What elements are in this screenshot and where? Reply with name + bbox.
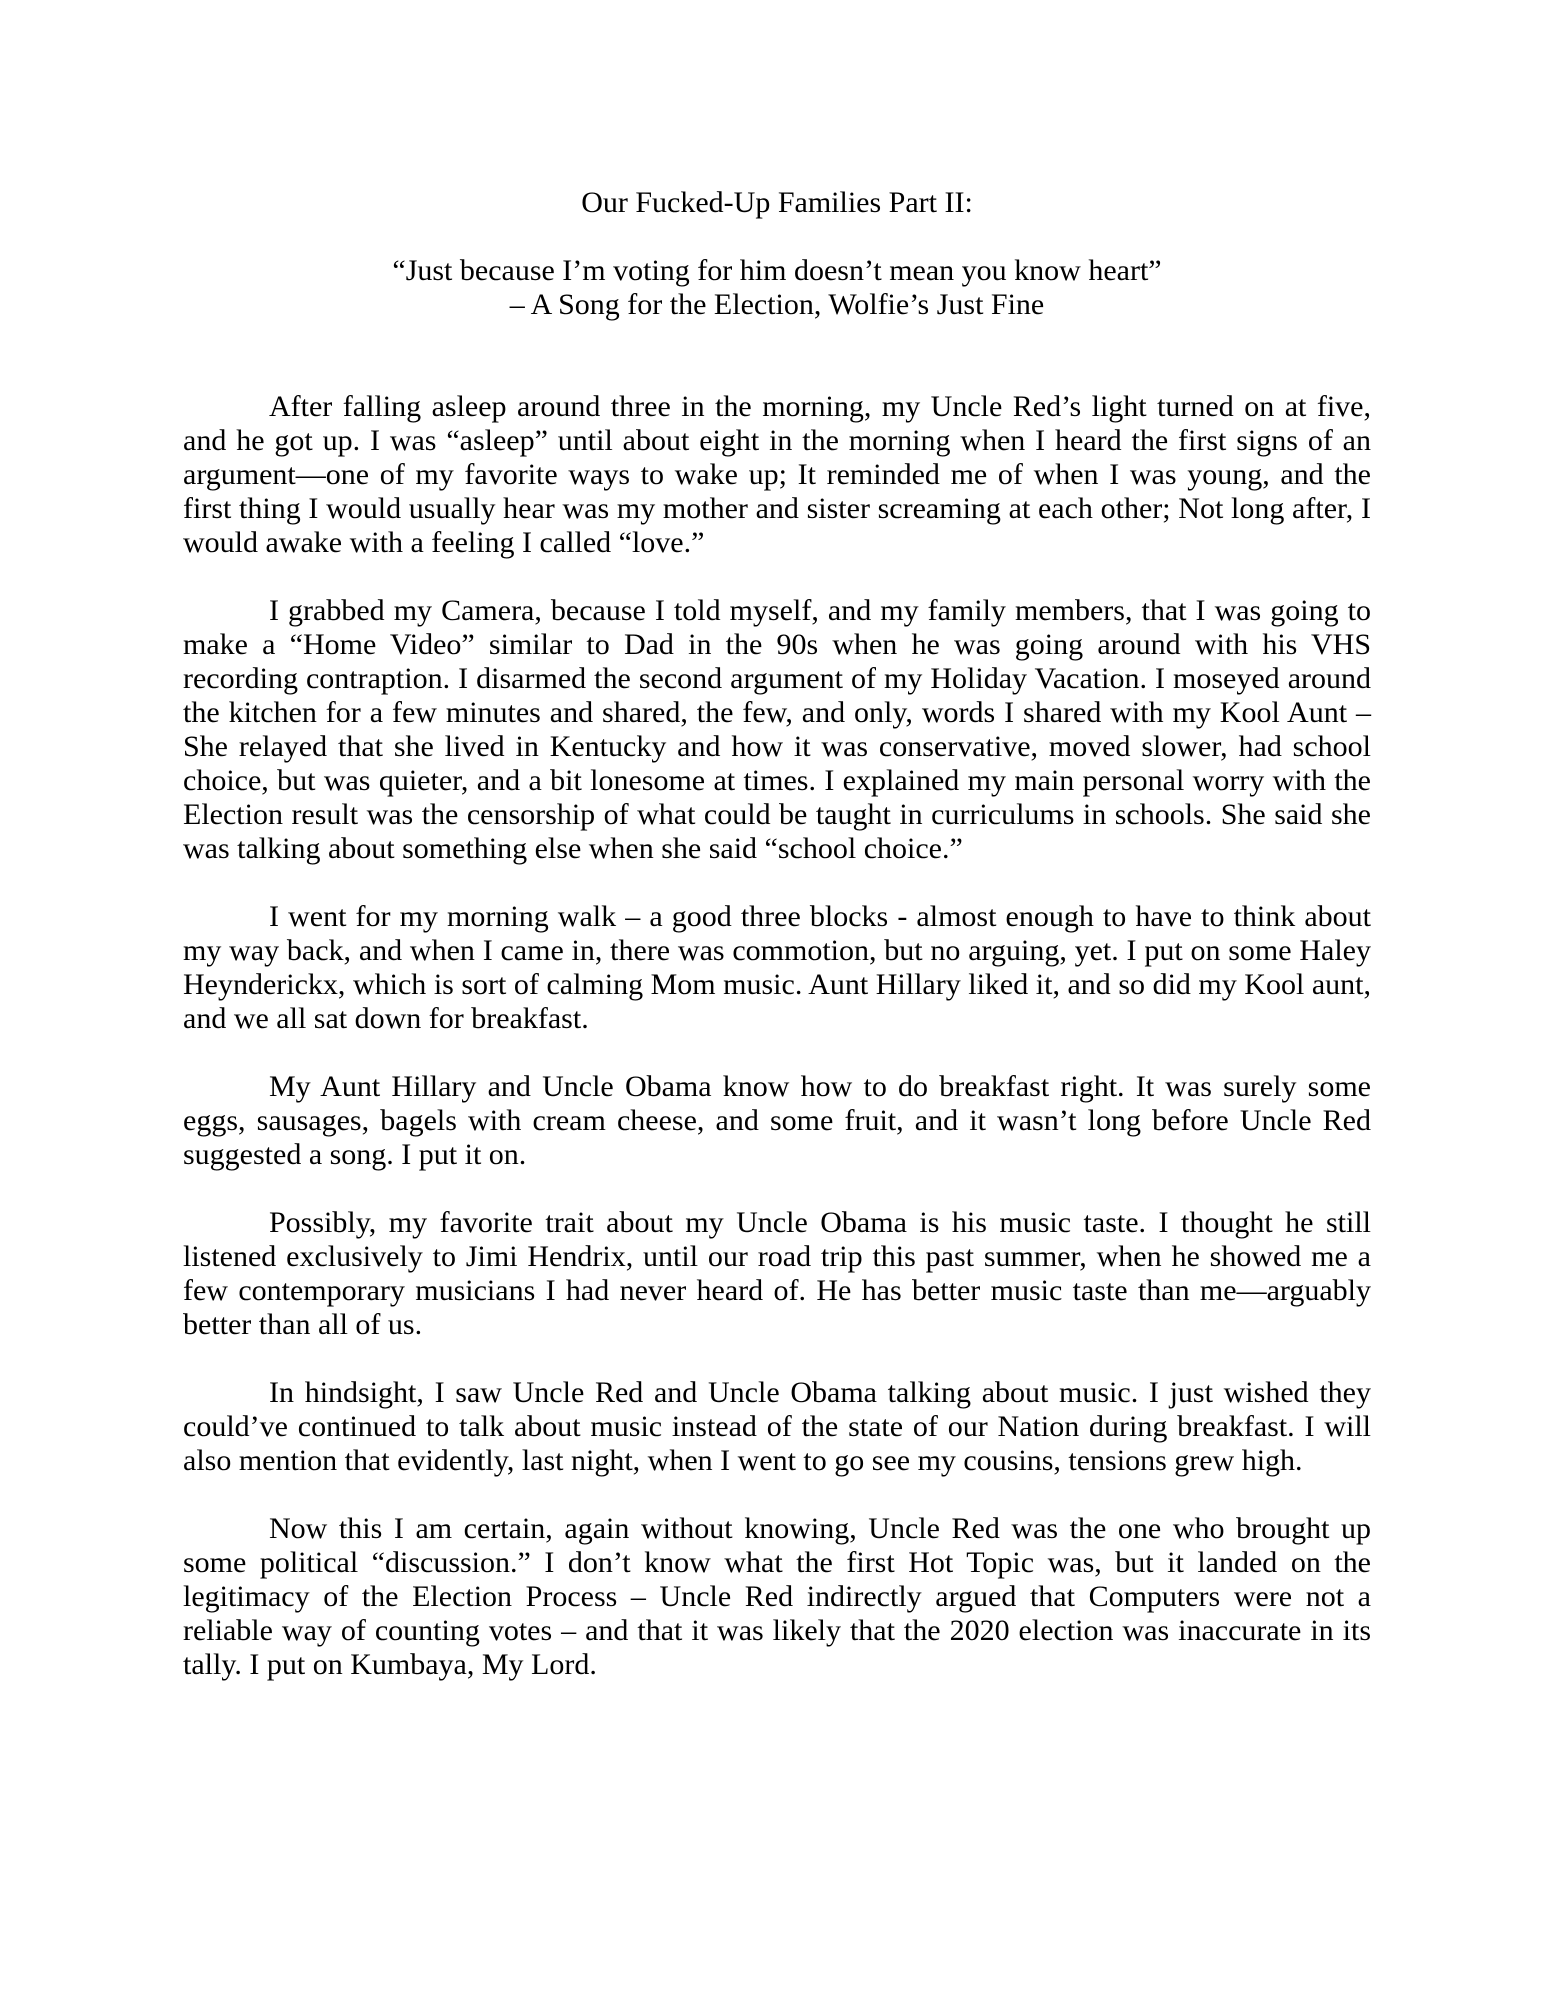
paragraph-5: Possibly, my favorite trait about my Uncle Obama is his music taste. I thought he still listened exclusively to Jimi Hendrix, until our road trip this past summer, when he showed me a few contemporary musicians I had never heard of. He has better music taste than me—arguably better than all of us. — [183, 1206, 1371, 1341]
document-body — [183, 390, 1371, 1682]
paragraph-2: I grabbed my Camera, because I told myself, and my family members, that I was going to make a “Home Video” similar to Dad in the 90s when he was going around with his VHS recording contraption. I disarmed the second argument of my Holiday Vacation. I moseyed around the kitchen for a few minutes and shared, the few, and only, words I shared with my Kool Aunt – She relayed that she lived in Kentucky and how it was conservative, moved slower, had school choice, but was quieter, and a bit lonesome at times. I explained my main personal worry with the Election result was the censorship of what could be taught in curriculums in schools. She said she was talking about something else when she said “school choice.” — [183, 594, 1371, 865]
paragraph-4: My Aunt Hillary and Uncle Obama know how to do breakfast right. It was surely some eggs, sausages, bagels with cream cheese, and some fruit, and it wasn’t long before Uncle Red suggested a song. I put it on. — [183, 1070, 1371, 1171]
document-title: Our Fucked-Up Families Part II: — [581, 186, 973, 219]
paragraph-1: After falling asleep around three in the morning, my Uncle Red’s light turned on at five, and he got up. I was “asleep” until about eight in the morning when I heard the first signs of an argument—one of my favorite ways to wake up; It reminded me of when I was young, and the first thing I would usually hear was my mother and sister screaming at each other; Not long after, I would awake with a feeling I called “love.” — [183, 390, 1371, 559]
epigraph-quote: “Just because I’m voting for him doesn’t mean you know heart” — [392, 254, 1162, 287]
paragraph-7: Now this I am certain, again without knowing, Uncle Red was the one who brought up some political “discussion.” I don’t know what the first Hot Topic was, but it landed on the legitimacy of the Election Process – Uncle Red indirectly argued that Computers were not a reliable way of counting votes – and that it was likely that the 2020 election was inaccurate in its tally. I put on Kumbaya, My Lord. — [183, 1512, 1371, 1681]
epigraph — [183, 254, 1371, 322]
paragraph-3: I went for my morning walk – a good three blocks - almost enough to have to think about my way back, and when I came in, there was commotion, but no arguing, yet. I put on some Haley Heynderickx, which is sort of calming Mom music. Aunt Hillary liked it, and so did my Kool aunt, and we all sat down for breakfast. — [183, 900, 1371, 1035]
paragraph-6: In hindsight, I saw Uncle Red and Uncle Obama talking about music. I just wished they could’ve continued to talk about music instead of the state of our Nation during breakfast. I will also mention that evidently, last night, when I went to go see my cousins, tensions grew high. — [183, 1376, 1371, 1477]
epigraph-attribution: – A Song for the Election, Wolfie’s Just Fine — [509, 288, 1045, 321]
